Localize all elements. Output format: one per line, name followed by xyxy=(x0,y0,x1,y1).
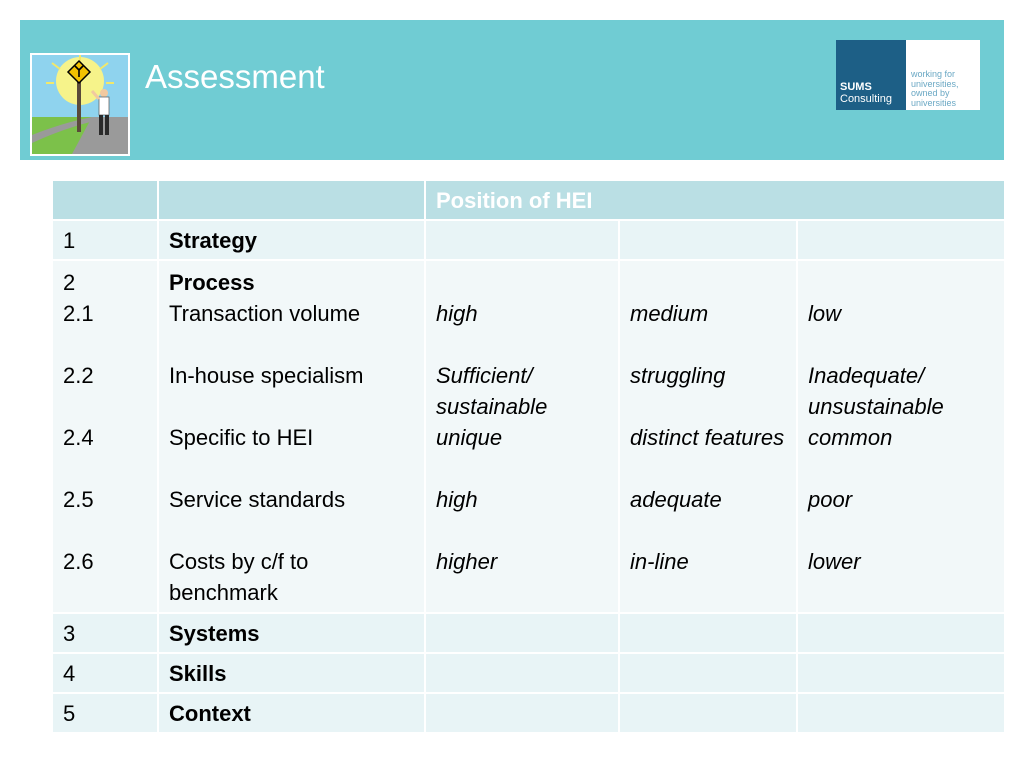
sums-consulting-logo xyxy=(836,40,980,110)
position-value: Inadequate/ unsustainable xyxy=(808,363,944,419)
position-value: higher xyxy=(436,549,498,574)
position-value: distinct features xyxy=(630,425,785,450)
logo-name-line2: Consulting xyxy=(840,93,892,105)
position-medium-column xyxy=(619,260,797,613)
row-label: Skills xyxy=(158,653,425,693)
row-label: Strategy xyxy=(158,220,425,260)
table-row-context xyxy=(52,693,1005,733)
position-low-column xyxy=(797,260,1005,613)
row-number: 3 xyxy=(52,613,158,653)
position-value: Sufficient/ sustainable xyxy=(436,363,548,419)
table-row-strategy xyxy=(52,220,1005,260)
sub-row-number: 2.1 xyxy=(63,301,94,326)
position-value: struggling xyxy=(630,363,726,388)
sub-row-number: 2.5 xyxy=(63,487,94,512)
process-labels xyxy=(158,260,425,613)
position-value: poor xyxy=(808,487,853,512)
logo-name xyxy=(836,40,906,110)
sub-row-number: 2.6 xyxy=(63,549,94,574)
table-row-process xyxy=(52,260,1005,613)
position-value: adequate xyxy=(630,487,722,512)
row-number: 5 xyxy=(52,693,158,733)
logo-tagline-line: working for xyxy=(911,69,956,79)
process-numbers xyxy=(52,260,158,613)
table-header-row xyxy=(52,180,1005,220)
logo-tagline-line: universities, xyxy=(911,78,959,89)
position-value: medium xyxy=(630,301,709,326)
page-title: Assessment xyxy=(145,58,325,95)
sub-row-label: Transaction volume xyxy=(169,301,361,326)
crossroads-signpost-icon xyxy=(30,53,130,156)
position-value: in-line xyxy=(630,549,689,574)
sub-row-number: 2.4 xyxy=(63,425,94,450)
row-number: 1 xyxy=(52,220,158,260)
sub-row-label: Service standards xyxy=(169,487,346,512)
logo-tagline-line: owned by xyxy=(911,88,950,98)
position-header xyxy=(425,180,1005,220)
table-row-skills xyxy=(52,653,1005,693)
row-label: Context xyxy=(158,693,425,733)
logo-tagline-line: universities xyxy=(911,97,957,108)
position-value: low xyxy=(808,301,842,326)
row-number: 4 xyxy=(52,653,158,693)
logo-tagline xyxy=(906,40,980,110)
logo-name-line1: SUMS xyxy=(840,81,872,93)
table-row-systems xyxy=(52,613,1005,653)
position-value: common xyxy=(808,425,893,450)
sub-row-number: 2.2 xyxy=(63,363,94,388)
position-value: high xyxy=(436,487,478,512)
position-high-column xyxy=(425,260,619,613)
position-header-label: Position of HEI xyxy=(436,187,593,213)
sub-row-label: In-house specialism xyxy=(169,363,364,388)
sub-row-label: Costs by c/f to benchmark xyxy=(169,549,309,605)
sub-row-label: Specific to HEI xyxy=(169,425,314,450)
row-number: 2 xyxy=(63,270,76,295)
row-label: Systems xyxy=(158,613,425,653)
position-value: lower xyxy=(808,549,861,574)
assessment-table xyxy=(51,179,1006,734)
position-value: high xyxy=(436,301,478,326)
position-value: unique xyxy=(436,425,503,450)
row-label: Process xyxy=(169,270,255,295)
